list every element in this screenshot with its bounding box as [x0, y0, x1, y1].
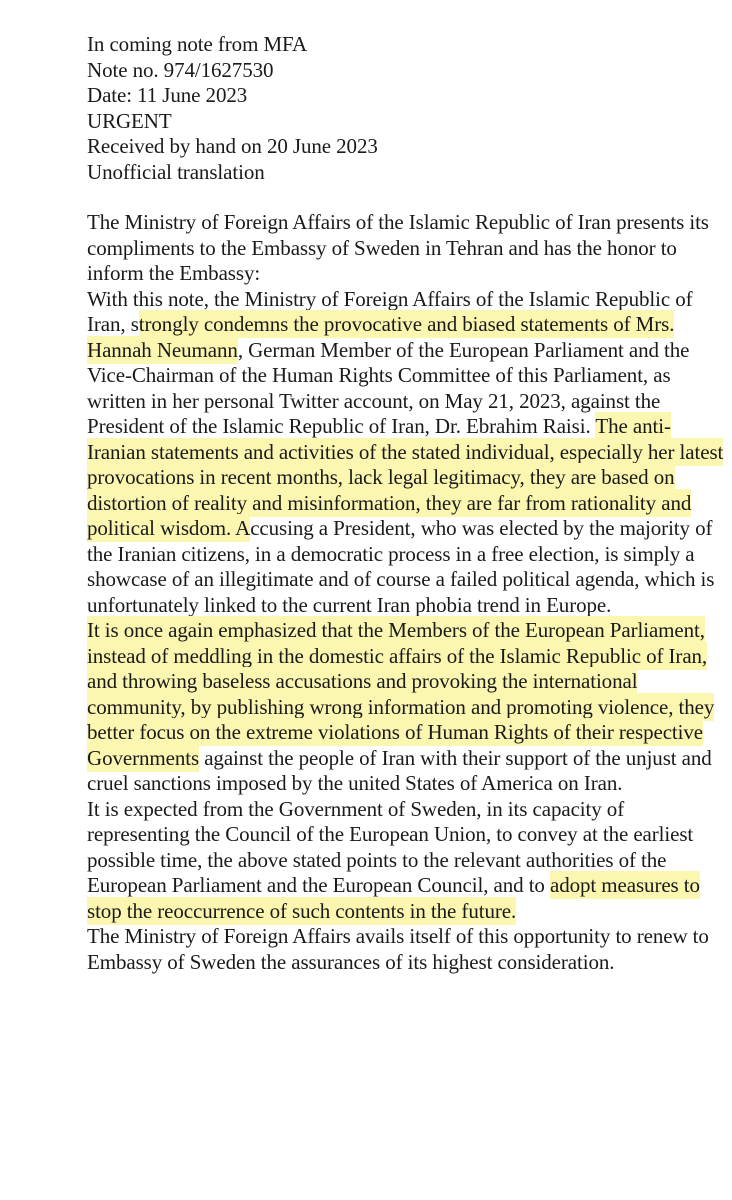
note-header [87, 32, 727, 185]
paragraph-text: ccusing a President, who was elected by the majority of the Iranian citizens, in a democratic process in a free election, is simply a showcase of an illegitimate and of course a failed political agenda, which is unfortunately linked to the current Iran phobia trend in Europe. [87, 516, 715, 617]
header-spacer [87, 185, 727, 210]
highlighted-text: It is once again emphasized that the Members of the European Parliament, instead of meddling in the domestic affairs of the Islamic Republic of Iran, and throwing baseless accusations and provoking the international community, by publishing wrong information and promoting violence, they better focus on the extreme violations of Human Rights of their respective Governments [87, 618, 715, 770]
header-received: Received by hand on 20 June 2023 [87, 134, 378, 158]
paragraph-text: It is expected from the Government of Sweden, in its capacity of representing the Council of the European Union, to convey at the earliest possible time, the above stated points to the relevant authorities of the European Parliament and the European Council, and to [87, 796, 694, 897]
paragraph-compliments: The Ministry of Foreign Affairs of the Islamic Republic of Iran presents its compliments to the Embassy of Sweden in Tehran and has the honor to inform the Embassy: [87, 210, 709, 285]
paragraph-text: With this note, the Ministry of Foreign Affairs of the Islamic Republic of Iran, s [87, 286, 693, 336]
highlighted-text: adopt measures to stop the reoccurrence of such contents in the future. [87, 873, 700, 923]
paragraph-request [87, 797, 727, 925]
highlighted-text: The anti-Iranian statements and activities of the stated individual, especially her latest provocations in recent months, lack legal legitimacy, they are based on distortion of reality and misinformation, they are far from rationality and political wisdom. A [87, 414, 724, 540]
paragraph-closing: The Ministry of Foreign Affairs avails itself of this opportunity to renew to Embassy of Sweden the assurances of its highest consideration. [87, 924, 709, 974]
header-urgency: URGENT [87, 108, 172, 133]
paragraph-text: against the people of Iran with their support of the unjust and cruel sanctions imposed by the united States of America on Iran. [87, 745, 712, 795]
header-translation-note: Unofficial translation [87, 159, 265, 184]
header-note-number: Note no. 974/1627530 [87, 57, 274, 82]
header-source: In coming note from MFA [87, 32, 308, 56]
paragraph-condemnation [87, 287, 727, 619]
header-date: Date: 11 June 2023 [87, 83, 248, 107]
paragraph-text: , German Member of the European Parliament and the Vice-Chairman of the Human Rights Committee of this Parliament, as written in her personal Twitter account, on May 21, 2023, against the President of the Islamic Republic of Iran, Dr. Ebrahim Raisi. [87, 337, 690, 438]
highlighted-text: trongly condemns the provocative and biased statements of Mrs. Hannah Neumann [87, 312, 675, 362]
paragraph-emphasis [87, 618, 727, 797]
diplomatic-note [87, 32, 727, 975]
